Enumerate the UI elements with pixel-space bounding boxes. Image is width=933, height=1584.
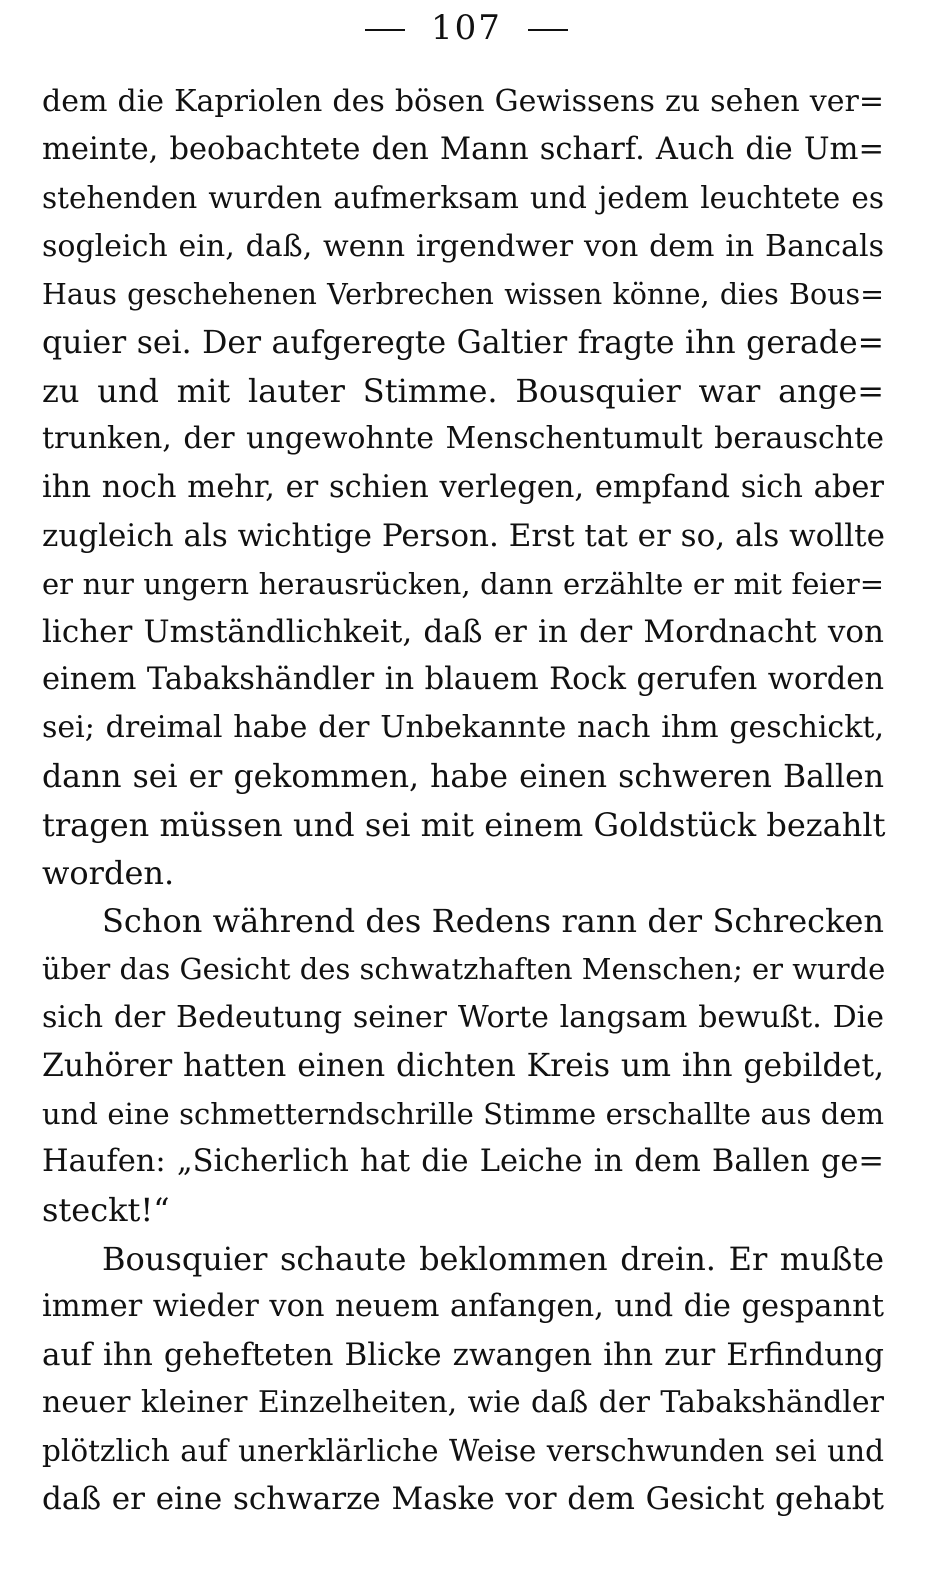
text-line: quier sei. Der aufgeregte Galtier fragte ihn gerade=: [42, 324, 884, 361]
text-line: stehenden wurden aufmerksam und jedem leuchtete es: [42, 181, 884, 216]
text-line: licher Umständlichkeit, daß er in der Mordnacht von: [42, 614, 884, 651]
text-line: immer wieder von neuem anfangen, und die gespannt: [42, 1288, 884, 1324]
text-line: daß er eine schwarze Maske vor dem Gesicht gehabt: [42, 1481, 884, 1518]
text-line: sogleich ein, daß, wenn irgendwer von dem in Bancals: [42, 228, 884, 264]
text-line: trunken, der ungewohnte Menschentumult berauschte: [42, 421, 884, 457]
text-line: Haufen: „Sicherlich hat die Leiche in dem Ballen ge=: [42, 1144, 884, 1180]
text-line: Haus geschehenen Verbrechen wissen könne, dies Bous=: [42, 277, 884, 311]
text-line: Zuhörer hatten einen dichten Kreis um ihn gebildet,: [42, 1047, 884, 1084]
text-line: dann sei er gekommen, habe einen schweren Ballen: [42, 758, 884, 795]
text-line: Schon während des Redens rann der Schrecken: [102, 902, 884, 941]
text-line: plötzlich auf unerklärliche Weise verschwunden sei und: [42, 1434, 884, 1469]
text-line: er nur ungern herausrücken, dann erzählte er mit feier=: [42, 566, 884, 601]
text-line: Bousquier schaute beklommen drein. Er mußte: [102, 1239, 884, 1278]
text-line: auf ihn gehefteten Blicke zwangen ihn zur Erfindung: [42, 1336, 884, 1373]
text-line: sei; dreimal habe der Unbekannte nach ihm geschickt,: [42, 710, 884, 746]
text-line: über das Gesicht des schwatzhaften Menschen; er wurde: [42, 952, 886, 987]
text-line: dem die Kapriolen des bösen Gewissens zu sehen ver=: [42, 84, 884, 119]
text-line: und eine schmetterndschrille Stimme erschallte aus dem: [42, 1096, 884, 1131]
text-line: zu und mit lauter Stimme. Bousquier war ange=: [42, 372, 884, 411]
page-header: [0, 6, 933, 50]
text-line: zugleich als wichtige Person. Erst tat er so, als wollte: [42, 517, 885, 554]
text-line: neuer kleiner Einzelheiten, wie daß der Tabakshändler: [42, 1385, 884, 1421]
text-line: steckt!“: [42, 1191, 170, 1230]
text-line: tragen müssen und sei mit einem Goldstück bezahlt: [42, 805, 886, 844]
header-dash-right: [528, 29, 568, 31]
text-line: ihn noch mehr, er schien verlegen, empfand sich aber: [42, 469, 884, 505]
page-number: 107: [431, 8, 502, 48]
text-line: worden.: [42, 854, 175, 892]
body-text: [42, 78, 884, 1524]
text-line: einem Tabakshändler in blauem Rock gerufen worden: [42, 662, 884, 698]
text-line: meinte, beobachtete den Mann scharf. Auch die Um=: [42, 132, 884, 168]
text-line: sich der Bedeutung seiner Worte langsam bewußt. Die: [42, 999, 884, 1035]
header-dash-left: [365, 29, 405, 31]
